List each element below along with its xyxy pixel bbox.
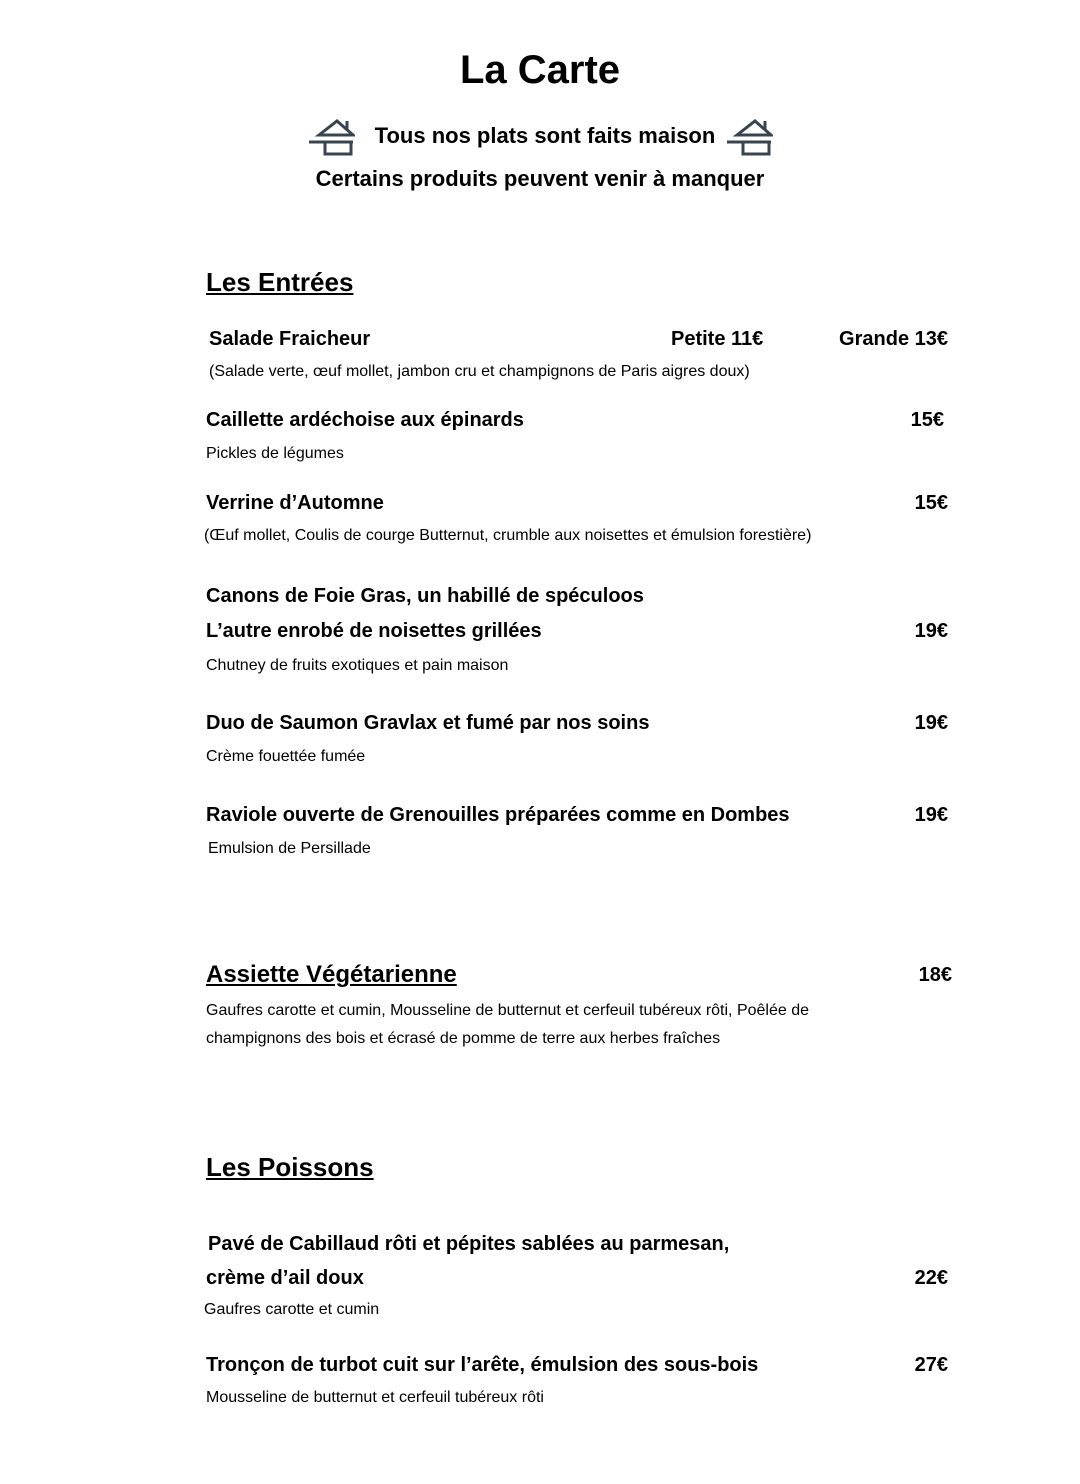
dish-name: Pavé de Cabillaud rôti et pépites sablées au parmesan, <box>208 1233 730 1255</box>
dish-description-line2: champignons des bois et écrasé de pomme de terre aux herbes fraîches <box>206 1030 721 1047</box>
dish-description: Gaufres carotte et cumin <box>204 1301 380 1318</box>
dish-name: Verrine d’Automne <box>206 492 384 514</box>
availability-note: Certains produits peuvent venir à manquer <box>315 166 765 191</box>
dish-description: (Œuf mollet, Coulis de courge Butternut, crumble aux noisettes et émulsion forestière) <box>204 527 812 544</box>
dish-description: Chutney de fruits exotiques et pain maison <box>206 657 509 674</box>
dish-name-line2: L’autre enrobé de noisettes grillées <box>206 620 542 642</box>
dish-name: Caillette ardéchoise aux épinards <box>206 409 524 431</box>
dish-description: Crème fouettée fumée <box>206 748 366 765</box>
section-heading-entrees: Les Entrées <box>206 267 354 297</box>
dish-price: 19€ <box>914 712 948 734</box>
dish-price: 15€ <box>914 492 948 514</box>
dish-price: 18€ <box>918 964 952 986</box>
dish-name: Tronçon de turbot cuit sur l’arête, émulsion des sous-bois <box>206 1354 759 1376</box>
dish-description: Emulsion de Persillade <box>208 840 371 857</box>
homemade-line <box>0 118 1080 156</box>
page-title: La Carte <box>459 48 621 92</box>
homemade-text: Tous nos plats sont faits maison <box>374 122 716 148</box>
dish-name: Raviole ouverte de Grenouilles préparées comme en Dombes <box>206 804 790 826</box>
dish-price-large: Grande 13€ <box>839 328 948 350</box>
dish-description: Pickles de légumes <box>206 445 344 462</box>
dish-price: 19€ <box>914 804 948 826</box>
dish-price: 15€ <box>910 409 944 431</box>
dish-price: 27€ <box>914 1354 948 1376</box>
dish-description: Mousseline de butternut et cerfeuil tubéreux rôti <box>206 1389 544 1406</box>
dish-price: 22€ <box>914 1267 948 1289</box>
dish-description: (Salade verte, œuf mollet, jambon cru et champignons de Paris aigres doux) <box>209 363 750 380</box>
dish-name-line2: crème d’ail doux <box>206 1267 364 1289</box>
dish-price: 19€ <box>914 620 948 642</box>
section-heading-poissons: Les Poissons <box>206 1152 374 1182</box>
fait-maison-house-icon <box>307 118 355 156</box>
dish-name: Canons de Foie Gras, un habillé de spéculoos <box>206 585 644 607</box>
section-heading-vegetarienne: Assiette Végétarienne <box>206 961 457 988</box>
dish-name: Duo de Saumon Gravlax et fumé par nos soins <box>206 712 650 734</box>
dish-price-small: Petite 11€ <box>671 328 764 350</box>
fait-maison-house-icon <box>725 118 773 156</box>
dish-description: Gaufres carotte et cumin, Mousseline de butternut et cerfeuil tubéreux rôti, Poêlée de <box>206 1002 809 1019</box>
dish-name: Salade Fraicheur <box>209 328 371 350</box>
